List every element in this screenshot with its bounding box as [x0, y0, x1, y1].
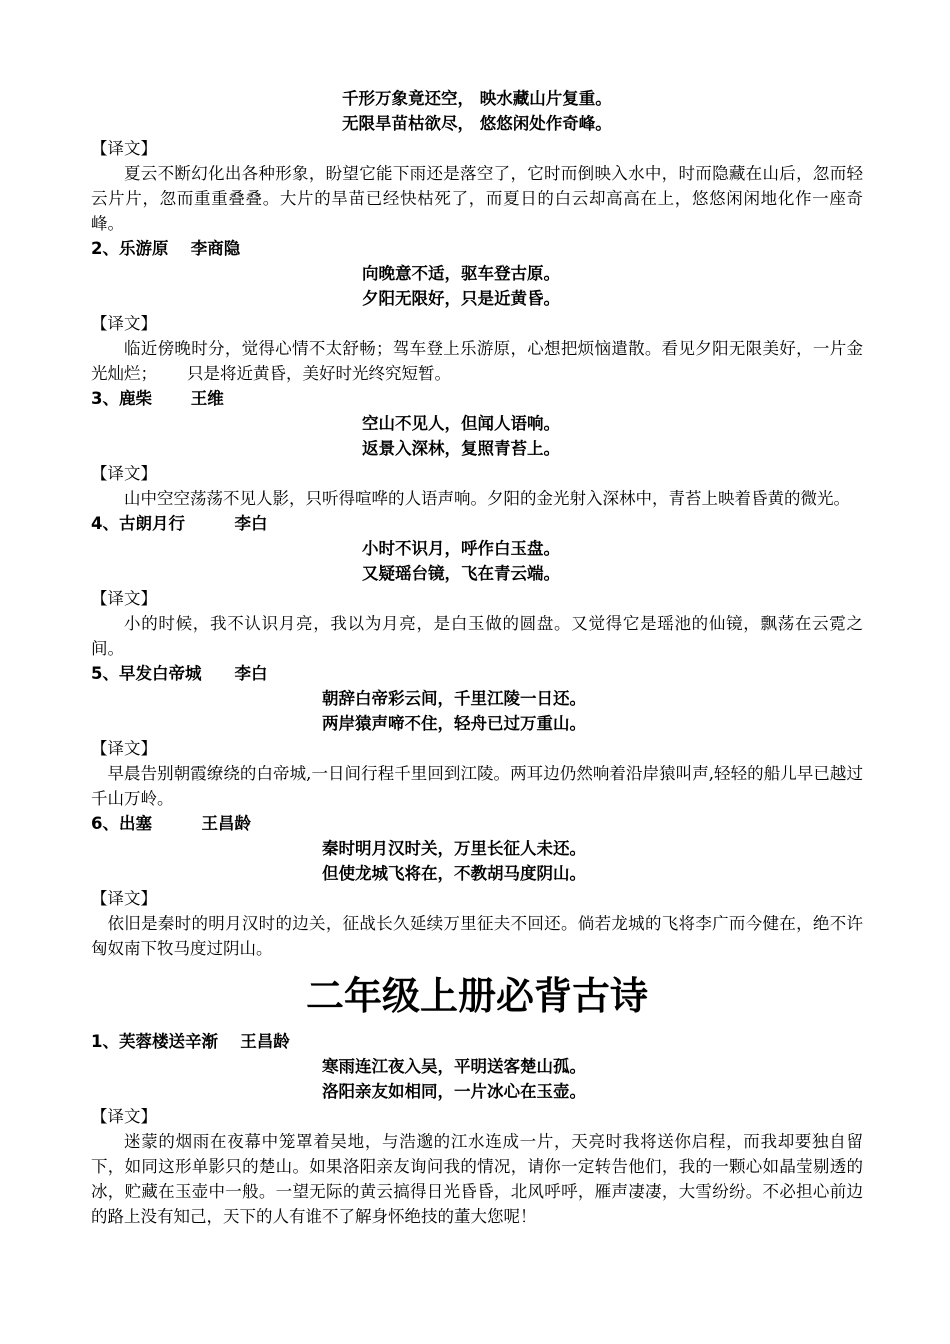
- poem-line: 无限旱苗枯欲尽， 悠悠闲处作奇峰。: [342, 114, 612, 133]
- poem-line: 但使龙城飞将在，不教胡马度阴山。: [322, 864, 586, 883]
- poem-heading: 1、芙蓉楼送辛渐 王昌龄: [91, 1032, 290, 1051]
- poem-line: 向晚意不适，驱车登古原。: [362, 264, 560, 283]
- translation-text: 迷蒙的烟雨在夜幕中笼罩着吴地，与浩邈的江水连成一片，天亮时我将送你启程，而我却要独自留下，如同这形单影只的楚山。如果洛阳亲友询问我的情况，请你一定转告他们，我的一颗心如晶莹剔透的冰，贮藏在玉壶中一般。一望无际的黄云搞得日光昏昏，北风呼呼，雁声凄凄，大雪纷纷。不必担心前边的路上没有知己，天下的人有谁不了解身怀绝技的董大您呢！: [91, 1132, 863, 1226]
- translation-text: 山中空空荡荡不见人影，只听得喧哗的人语声响。夕阳的金光射入深林中，青苔上映着昏黄的微光。: [124, 489, 850, 508]
- translation-label: 【译文】: [91, 139, 157, 158]
- poem-line: 小时不识月，呼作白玉盘。: [362, 539, 560, 558]
- translation-label: 【译文】: [91, 464, 157, 483]
- poem-line: 空山不见人，但闻人语响。: [362, 414, 560, 433]
- translation-label: 【译文】: [91, 739, 157, 758]
- poem-heading: 6、出塞 王昌龄: [91, 814, 251, 833]
- document-page: [91, 86, 863, 1229]
- translation-text: 早晨告别朝霞缭绕的白帝城,一日间行程千里回到江陵。两耳边仍然响着沿岸猿叫声,轻轻的船儿早已越过千山万岭。: [91, 764, 863, 808]
- translation-label: 【译文】: [91, 1107, 157, 1126]
- poem-line: 返景入深林，复照青苔上。: [362, 439, 560, 458]
- poem-line: 朝辞白帝彩云间，千里江陵一日还。: [322, 689, 586, 708]
- poem-line: 千形万象竟还空， 映水藏山片复重。: [342, 89, 612, 108]
- poem-line: 两岸猿声啼不住，轻舟已过万重山。: [322, 714, 586, 733]
- poem-heading: 2、乐游原 李商隐: [91, 239, 241, 258]
- translation-text: 夏云不断幻化出各种形象，盼望它能下雨还是落空了，它时而倒映入水中，时而隐藏在山后，忽而轻云片片，忽而重重叠叠。大片的旱苗已经快枯死了，而夏日的白云却高高在上，悠悠闲闲地化作一座奇峰。: [91, 164, 863, 233]
- translation-label: 【译文】: [91, 889, 157, 908]
- poem-line: 寒雨连江夜入吴，平明送客楚山孤。: [322, 1057, 586, 1076]
- poem-line: 夕阳无限好，只是近黄昏。: [362, 289, 560, 308]
- poem-heading: 4、古朗月行 李白: [91, 514, 268, 533]
- translation-label: 【译文】: [91, 589, 157, 608]
- translation-text: 小的时候，我不认识月亮，我以为月亮，是白玉做的圆盘。又觉得它是瑶池的仙镜，飘荡在云霓之间。: [91, 614, 863, 658]
- poem-line: 秦时明月汉时关，万里长征人未还。: [322, 839, 586, 858]
- poem-line: 洛阳亲友如相同，一片冰心在玉壶。: [322, 1082, 586, 1101]
- section-title: 二年级上册必背古诗: [305, 974, 648, 1018]
- translation-text: 依旧是秦时的明月汉时的边关，征战长久延续万里征夫不回还。倘若龙城的飞将李广而今健在，绝不许匈奴南下牧马度过阴山。: [91, 914, 863, 958]
- poem-heading: 3、鹿柴 王维: [91, 389, 224, 408]
- poem-heading: 5、早发白帝城 李白: [91, 664, 268, 683]
- poem-line: 又疑瑶台镜，飞在青云端。: [362, 564, 560, 583]
- translation-label: 【译文】: [91, 314, 157, 333]
- translation-text: 临近傍晚时分，觉得心情不太舒畅；驾车登上乐游原，心想把烦恼遣散。看见夕阳无限美好，一片金光灿烂； 只是将近黄昏，美好时光终究短暂。: [91, 339, 863, 383]
